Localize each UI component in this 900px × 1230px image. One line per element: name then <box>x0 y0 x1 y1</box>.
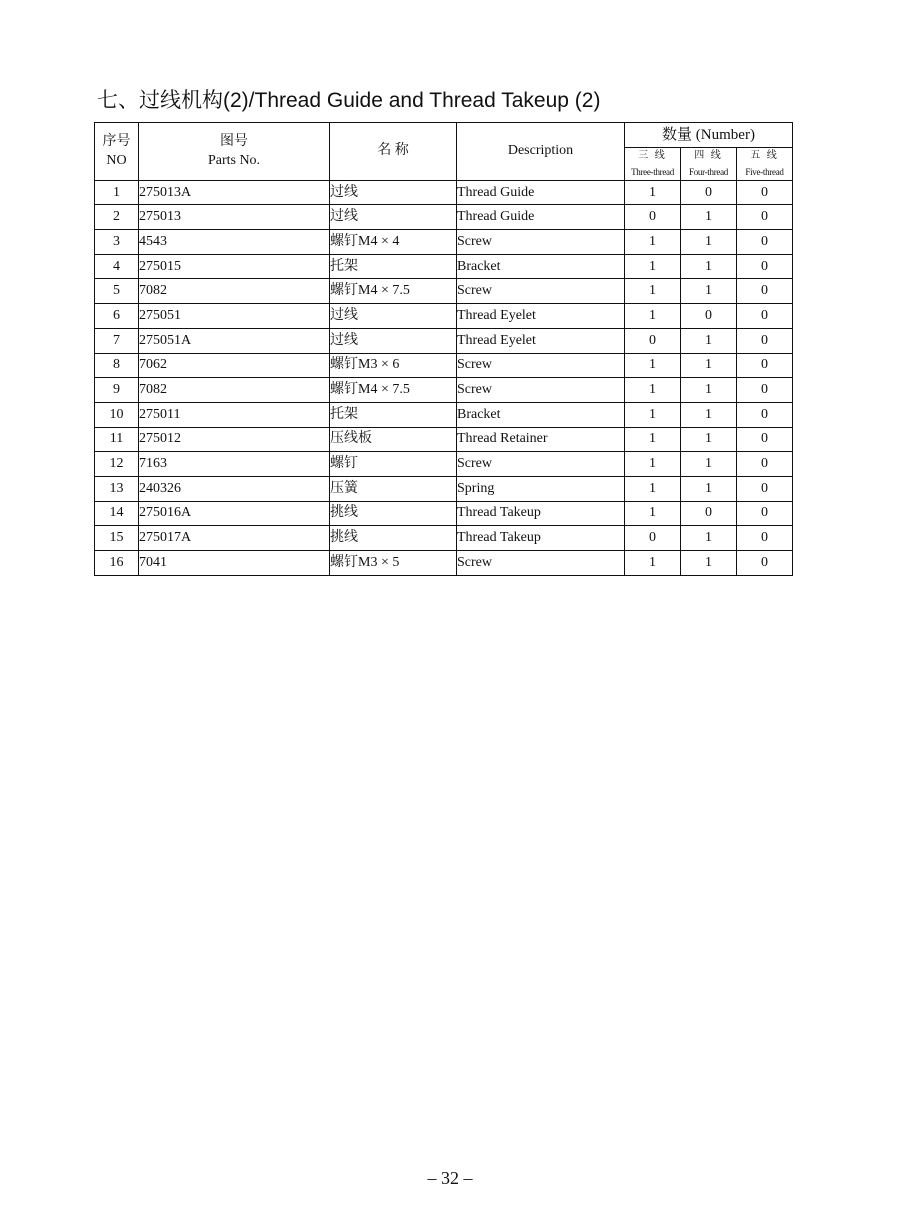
cell-five-thread: 0 <box>737 230 793 255</box>
cell-no: 10 <box>95 402 139 427</box>
cell-part-no: 275011 <box>139 402 330 427</box>
header-three-cn: 三 线 <box>638 149 667 161</box>
cell-three-thread: 1 <box>625 402 681 427</box>
header-quantity: 数量 (Number) <box>625 123 793 148</box>
cell-four-thread: 0 <box>681 304 737 329</box>
cell-four-thread: 1 <box>681 476 737 501</box>
cell-four-thread: 1 <box>681 452 737 477</box>
cell-five-thread: 0 <box>737 501 793 526</box>
cell-no: 7 <box>95 328 139 353</box>
table-row <box>95 501 793 526</box>
cell-four-thread: 1 <box>681 551 737 576</box>
cell-five-thread: 0 <box>737 205 793 230</box>
cell-part-no: 275013 <box>139 205 330 230</box>
cell-three-thread: 1 <box>625 304 681 329</box>
header-no-en: NO <box>106 153 127 169</box>
table-row <box>95 328 793 353</box>
cell-five-thread: 0 <box>737 427 793 452</box>
table-row <box>95 402 793 427</box>
cell-name: 过线 <box>330 328 457 353</box>
cell-four-thread: 1 <box>681 279 737 304</box>
cell-no: 11 <box>95 427 139 452</box>
cell-three-thread: 1 <box>625 476 681 501</box>
cell-four-thread: 1 <box>681 353 737 378</box>
cell-no: 12 <box>95 452 139 477</box>
header-four-en: Four-thread <box>688 166 728 177</box>
header-three-thread <box>625 147 681 180</box>
cell-three-thread: 1 <box>625 501 681 526</box>
table-row <box>95 476 793 501</box>
cell-part-no: 7082 <box>139 378 330 403</box>
cell-three-thread: 1 <box>625 279 681 304</box>
table-row <box>95 230 793 255</box>
cell-no: 6 <box>95 304 139 329</box>
cell-name: 过线 <box>330 304 457 329</box>
cell-description: Thread Takeup <box>457 501 625 526</box>
cell-three-thread: 1 <box>625 353 681 378</box>
cell-description: Screw <box>457 452 625 477</box>
cell-three-thread: 0 <box>625 526 681 551</box>
page-number: – 32 – <box>427 1168 473 1188</box>
cell-part-no: 275013A <box>139 180 330 205</box>
cell-name: 过线 <box>330 205 457 230</box>
header-four-cn: 四 线 <box>694 149 723 161</box>
table-row <box>95 205 793 230</box>
parts-table <box>94 122 793 576</box>
cell-part-no: 275051 <box>139 304 330 329</box>
cell-no: 4 <box>95 254 139 279</box>
header-no-cn: 序号 <box>102 134 131 150</box>
header-five-en: Five-thread <box>745 166 784 177</box>
header-five-cn: 五 线 <box>750 149 779 161</box>
table-row <box>95 452 793 477</box>
cell-no: 14 <box>95 501 139 526</box>
table-row <box>95 279 793 304</box>
cell-part-no: 7082 <box>139 279 330 304</box>
cell-no: 5 <box>95 279 139 304</box>
cell-five-thread: 0 <box>737 476 793 501</box>
cell-three-thread: 0 <box>625 328 681 353</box>
cell-four-thread: 1 <box>681 328 737 353</box>
cell-five-thread: 0 <box>737 402 793 427</box>
cell-four-thread: 1 <box>681 427 737 452</box>
cell-name: 螺钉M3 × 5 <box>330 551 457 576</box>
cell-three-thread: 0 <box>625 205 681 230</box>
cell-four-thread: 1 <box>681 230 737 255</box>
table-row <box>95 304 793 329</box>
cell-five-thread: 0 <box>737 551 793 576</box>
cell-name: 螺钉 <box>330 452 457 477</box>
cell-no: 8 <box>95 353 139 378</box>
cell-no: 3 <box>95 230 139 255</box>
cell-description: Thread Guide <box>457 205 625 230</box>
table-row <box>95 254 793 279</box>
cell-name: 托架 <box>330 402 457 427</box>
cell-four-thread: 0 <box>681 180 737 205</box>
table-header <box>95 123 793 181</box>
cell-description: Screw <box>457 279 625 304</box>
table-row <box>95 378 793 403</box>
cell-part-no: 275015 <box>139 254 330 279</box>
cell-four-thread: 1 <box>681 402 737 427</box>
cell-five-thread: 0 <box>737 180 793 205</box>
cell-description: Thread Guide <box>457 180 625 205</box>
cell-name: 过线 <box>330 180 457 205</box>
cell-five-thread: 0 <box>737 304 793 329</box>
cell-description: Spring <box>457 476 625 501</box>
cell-no: 9 <box>95 378 139 403</box>
cell-four-thread: 1 <box>681 254 737 279</box>
header-parts-no <box>139 123 330 181</box>
cell-part-no: 240326 <box>139 476 330 501</box>
cell-description: Thread Eyelet <box>457 328 625 353</box>
cell-part-no: 275012 <box>139 427 330 452</box>
header-three-en: Three-thread <box>631 166 674 177</box>
cell-description: Screw <box>457 353 625 378</box>
header-four-thread <box>681 147 737 180</box>
table-row <box>95 551 793 576</box>
header-five-thread <box>737 147 793 180</box>
cell-part-no: 7163 <box>139 452 330 477</box>
cell-five-thread: 0 <box>737 254 793 279</box>
cell-five-thread: 0 <box>737 526 793 551</box>
cell-part-no: 275017A <box>139 526 330 551</box>
table-row <box>95 180 793 205</box>
cell-no: 15 <box>95 526 139 551</box>
table-body <box>95 180 793 575</box>
cell-description: Screw <box>457 230 625 255</box>
cell-no: 2 <box>95 205 139 230</box>
cell-description: Bracket <box>457 254 625 279</box>
cell-name: 压簧 <box>330 476 457 501</box>
cell-three-thread: 1 <box>625 551 681 576</box>
cell-three-thread: 1 <box>625 378 681 403</box>
cell-no: 16 <box>95 551 139 576</box>
header-parts-cn: 图号 <box>220 134 248 150</box>
cell-three-thread: 1 <box>625 427 681 452</box>
cell-five-thread: 0 <box>737 353 793 378</box>
cell-four-thread: 1 <box>681 205 737 230</box>
cell-four-thread: 1 <box>681 526 737 551</box>
cell-name: 托架 <box>330 254 457 279</box>
cell-name: 螺钉M4 × 7.5 <box>330 279 457 304</box>
cell-no: 1 <box>95 180 139 205</box>
cell-part-no: 275016A <box>139 501 330 526</box>
page-title: 七、过线机构(2)/Thread Guide and Thread Takeup (2) <box>97 89 601 112</box>
table-row <box>95 427 793 452</box>
cell-five-thread: 0 <box>737 452 793 477</box>
cell-part-no: 7041 <box>139 551 330 576</box>
cell-description: Screw <box>457 551 625 576</box>
header-no <box>95 123 139 181</box>
cell-name: 挑线 <box>330 501 457 526</box>
cell-name: 挑线 <box>330 526 457 551</box>
cell-part-no: 275051A <box>139 328 330 353</box>
table-row <box>95 353 793 378</box>
cell-name: 螺钉M4 × 7.5 <box>330 378 457 403</box>
cell-part-no: 7062 <box>139 353 330 378</box>
cell-name: 压线板 <box>330 427 457 452</box>
cell-description: Thread Takeup <box>457 526 625 551</box>
cell-four-thread: 1 <box>681 378 737 403</box>
cell-name: 螺钉M4 × 4 <box>330 230 457 255</box>
cell-no: 13 <box>95 476 139 501</box>
cell-three-thread: 1 <box>625 180 681 205</box>
cell-five-thread: 0 <box>737 279 793 304</box>
cell-description: Thread Retainer <box>457 427 625 452</box>
cell-description: Screw <box>457 378 625 403</box>
header-name: 名 称 <box>330 123 457 181</box>
cell-description: Thread Eyelet <box>457 304 625 329</box>
cell-three-thread: 1 <box>625 230 681 255</box>
cell-description: Bracket <box>457 402 625 427</box>
header-parts-en: Parts No. <box>207 153 261 169</box>
cell-part-no: 4543 <box>139 230 330 255</box>
cell-five-thread: 0 <box>737 378 793 403</box>
cell-name: 螺钉M3 × 6 <box>330 353 457 378</box>
cell-four-thread: 0 <box>681 501 737 526</box>
cell-three-thread: 1 <box>625 254 681 279</box>
cell-five-thread: 0 <box>737 328 793 353</box>
table-row <box>95 526 793 551</box>
cell-three-thread: 1 <box>625 452 681 477</box>
header-description: Description <box>457 123 625 181</box>
